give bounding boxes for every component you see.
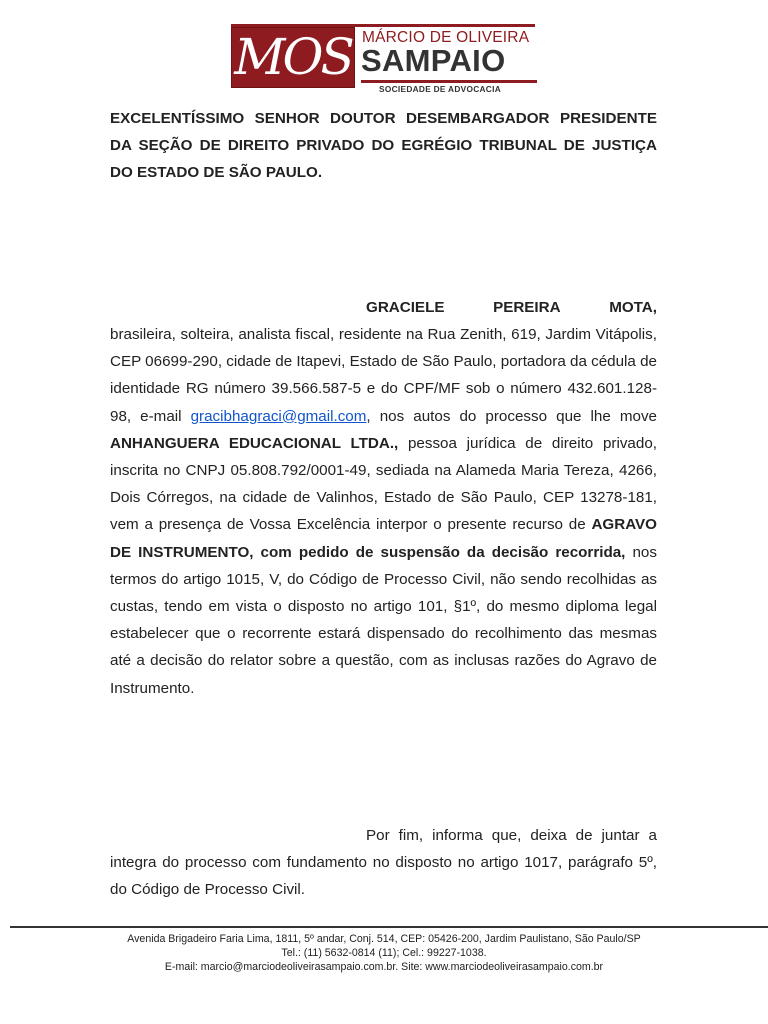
- party-name-word: MOTA,: [609, 299, 657, 316]
- footer-phones: Tel.: (11) 5632-0814 (11); Cel.: 99227-1038.: [281, 947, 487, 959]
- logo-mark-text: MOS: [234, 28, 352, 86]
- opponent-name: ANHANGUERA EDUCACIONAL LTDA.,: [110, 434, 399, 452]
- letterhead-logo: [231, 24, 537, 96]
- logo-mark-box: [231, 27, 355, 88]
- party-email-link[interactable]: gracibhagraci@gmail.com: [190, 407, 367, 425]
- logo-underline: [361, 80, 537, 83]
- party-name-word: PEREIRA: [493, 299, 561, 316]
- footer: [0, 932, 768, 974]
- firm-name: MÁRCIO DE OLIVEIRA: [362, 29, 530, 46]
- party-name: [110, 294, 657, 321]
- footer-address: Avenida Brigadeiro Faria Lima, 1811, 5º andar, Conj. 514, CEP: 05426-200, Jardim Paulistano, São Paulo/SP: [127, 933, 641, 945]
- party-name-word: GRACIELE: [366, 299, 445, 316]
- firm-type: SOCIEDADE DE ADVOCACIA: [379, 84, 501, 94]
- footer-contact: E-mail: marcio@marciodeoliveirasampaio.com.br. Site: www.marciodeoliveirasampaio.com.br: [164, 961, 604, 973]
- appeal-request: , com pedido de suspensão da decisão recorrida,: [249, 543, 626, 561]
- after-email-text: , nos autos do processo que lhe move: [366, 407, 657, 425]
- petition-paragraph: [110, 321, 657, 702]
- opponent-details: pessoa jurídica de direito privado, inscrita no CNPJ 05.808.792/0001-49, sediada na Alameda Maria Tereza, 4266, Dois Córregos, na cidade de Valinhos, Estado de São Paulo, CEP 13278-181, vem a presença de Vossa Excelência interpor o presente recurso de: [110, 434, 657, 534]
- party-qualification: brasileira, solteira, analista fiscal, residente na Rua Zenith, 619, Jardim Vitápolis, CEP 06699-290, cidade de Itapevi, Estado de São Paulo, portadora da cédula de identidade RG número 39.566.587-5 e do CPF/MF sob o número 432.601.128-98, e-mail: [110, 326, 657, 425]
- closing-text: nos termos do artigo 1015, V, do Código de Processo Civil, não sendo recolhidas as custas, tendo em vista o disposto no artigo 101, §1º, do mesmo diploma legal estabelecer que o recorrente estará dispensado do recolhimento das mesmas até a decisão do relator sobre a questão, com as inclusas razões do Agravo de Instrumento.: [110, 543, 657, 697]
- firm-surname: SAMPAIO: [361, 43, 506, 78]
- final-paragraph: Por fim, informa que, deixa de juntar a integra do processo com fundamento no disposto no artigo 1017, parágrafo 5º, do Código de Processo Civil.: [110, 827, 657, 899]
- appeal-type: AGRAVO DE INSTRUMENTO: [110, 516, 657, 561]
- footer-divider: [10, 926, 768, 928]
- addressee-heading: EXCELENTÍSSIMO SENHOR DOUTOR DESEMBARGADOR PRESIDENTE DA SEÇÃO DE DIREITO PRIVADO DO EGRÉGIO TRIBUNAL DE JUSTIÇA DO ESTADO DE SÃO PAULO.: [110, 110, 657, 182]
